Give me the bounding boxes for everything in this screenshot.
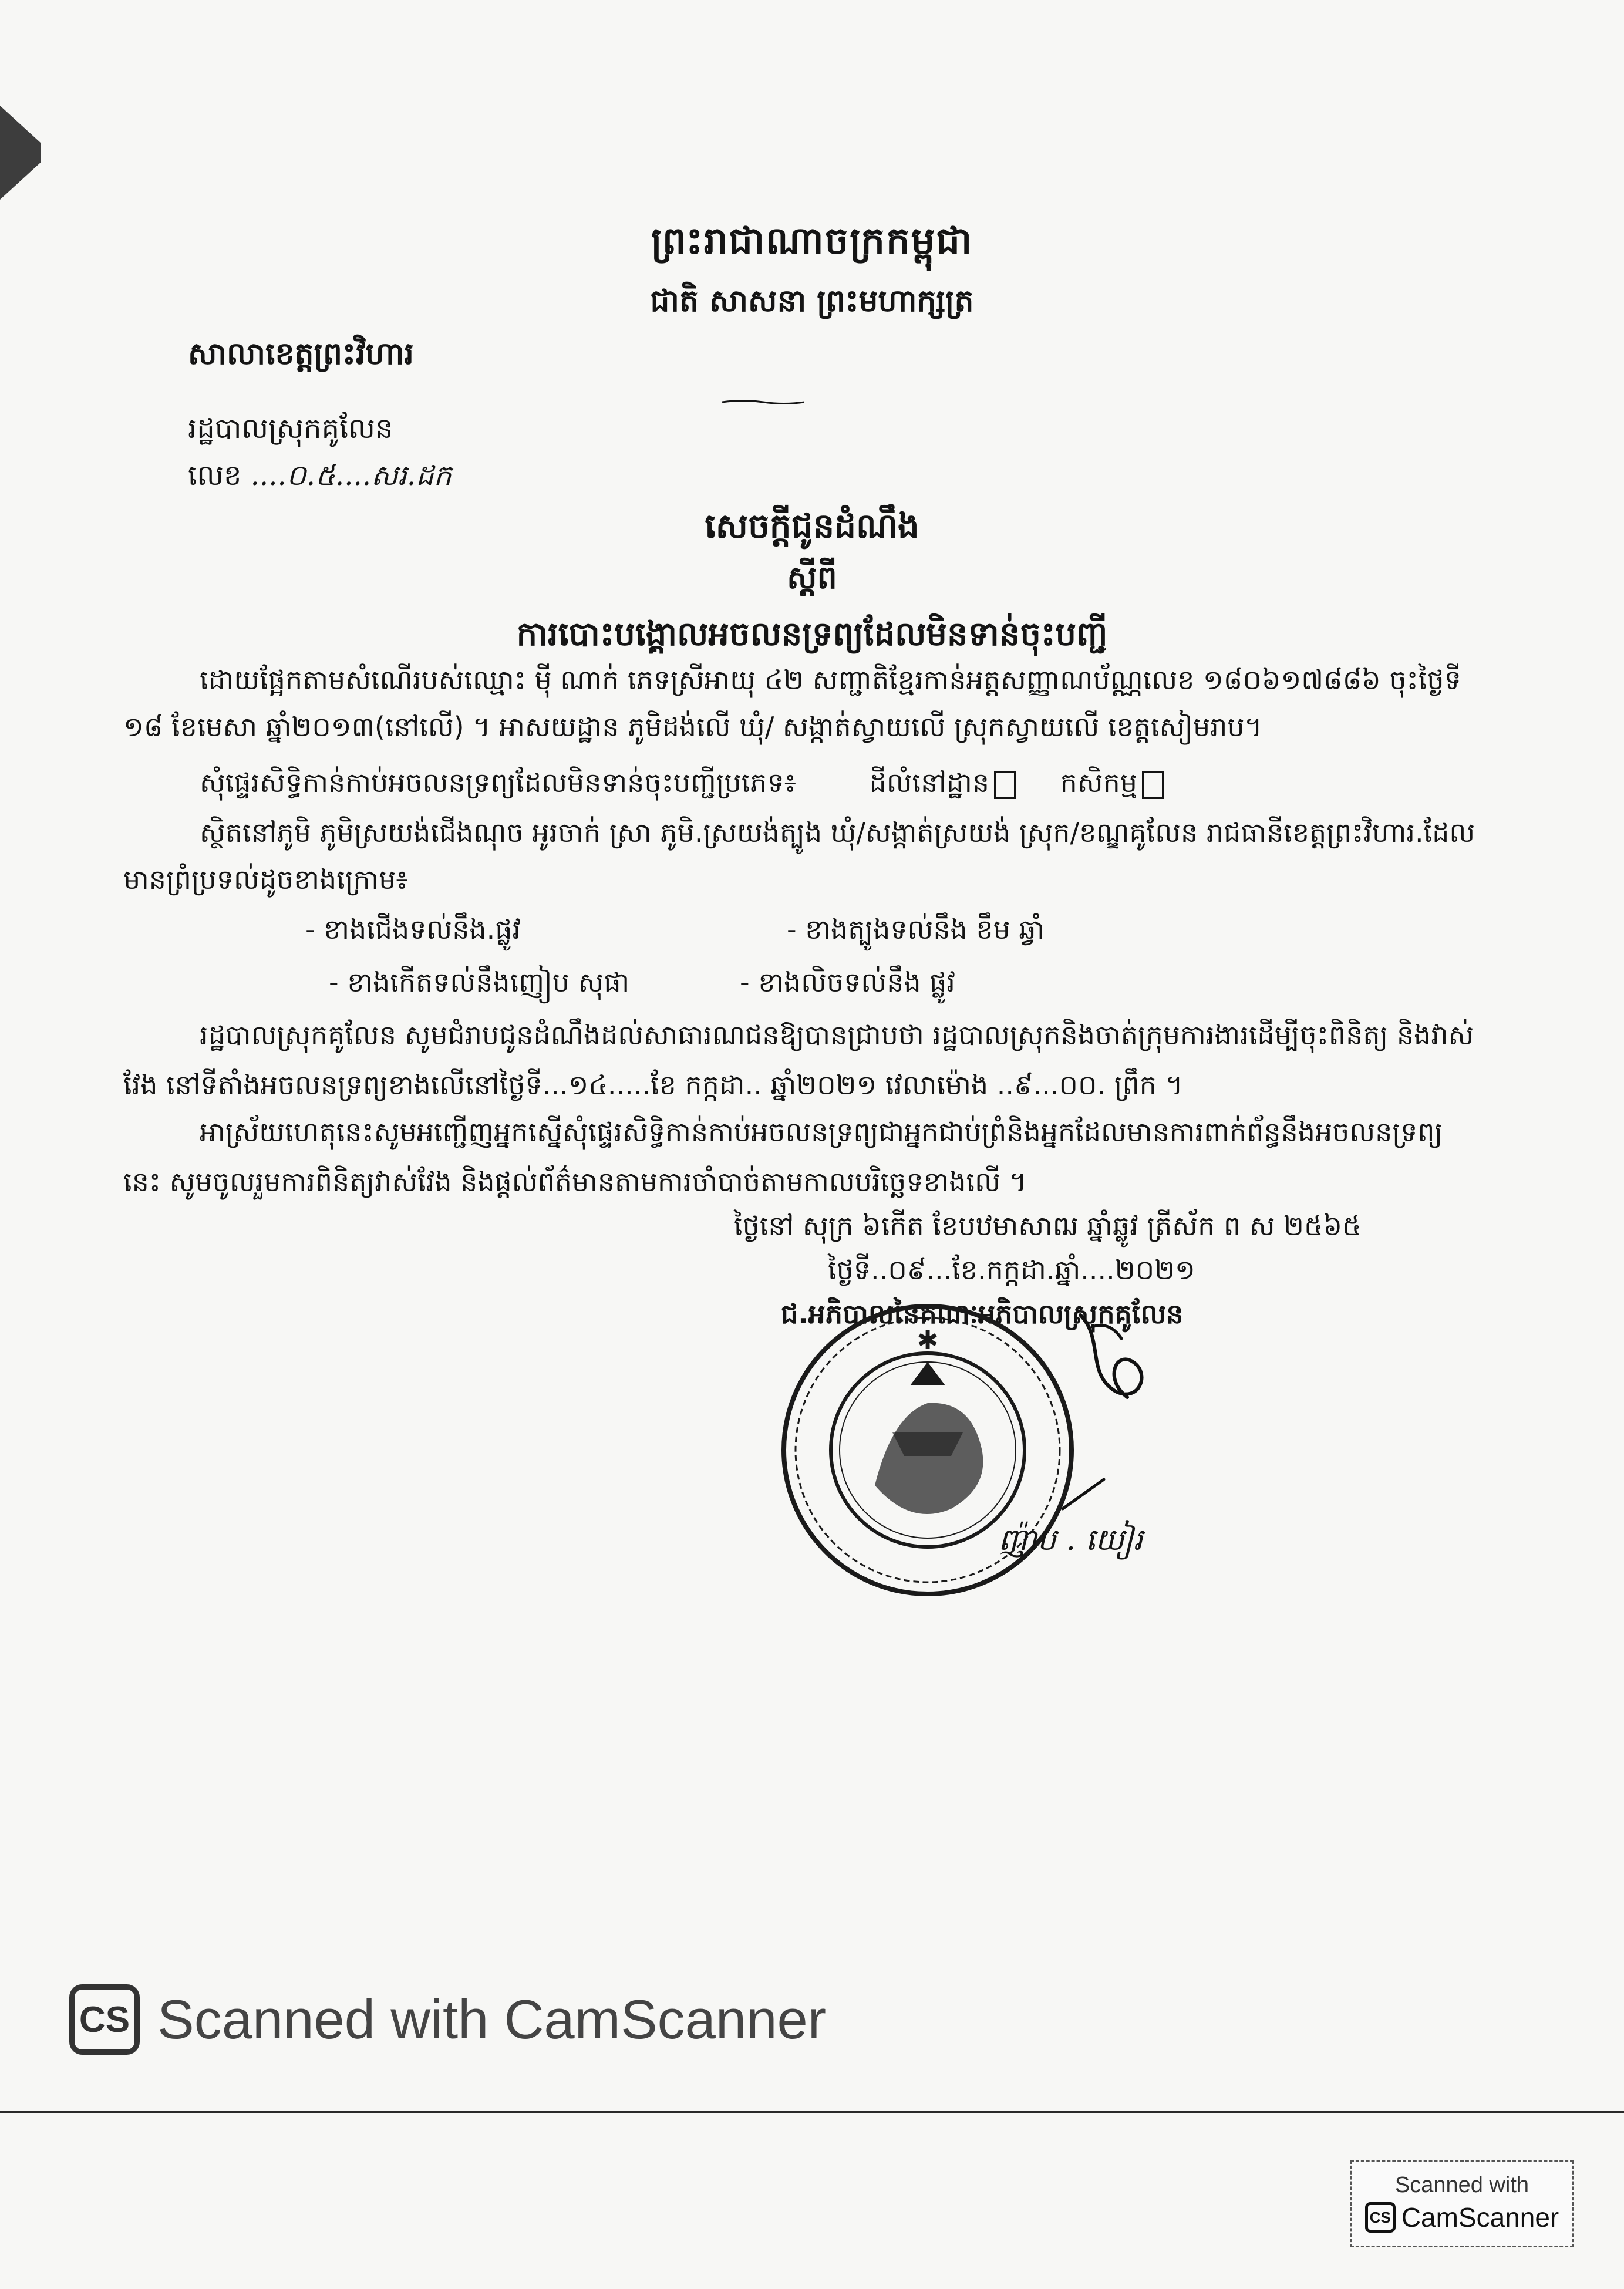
badge-brand-text: CamScanner [1401, 2202, 1559, 2233]
reference-number [188, 458, 452, 499]
national-motto: ជាតិ សាសនា ព្រះមហាក្សត្រ [650, 284, 974, 319]
boundary-east: - ខាងកើតទល់នឹងញៀប សុផា [329, 966, 630, 998]
document-type: សេចក្តីជូនដំណឹង [705, 506, 919, 546]
agricultural-checkbox [1142, 771, 1164, 799]
signer-name: ញ៉ាប . យៀរ [998, 1522, 1143, 1558]
boundary-west: - ខាងលិចទល់នឹង ផ្លូវ [740, 966, 956, 998]
camscanner-badge [1350, 2160, 1574, 2247]
signatory-title: ជ.អភិបាលនៃគណៈអភិបាលស្រុកគូលែន [781, 1298, 1184, 1330]
about-label: ស្តីពី [787, 559, 837, 596]
camscanner-watermark-text: Scanned with CamScanner [157, 1988, 827, 2050]
paragraph-3-line-1: ស្ថិតនៅភូមិ ភូមិស្រយង់ជើងណុច អូរចាក់ ស្រា ភូមិ.ស្រយង់ត្បូង ឃុំ/សង្កាត់ស្រយង់ ស្រុក/ខណ្ឌគូលែន រាជធានីខេត្តព្រះវិហារ.ដែល [200, 817, 1475, 848]
handwritten-signature [1069, 1303, 1163, 1409]
camscanner-logo-icon: CS [69, 1984, 140, 2055]
kingdom-heading: ព្រះរាជាណាចក្រកម្ពុជា [651, 220, 973, 263]
scan-edge-mark [0, 106, 41, 200]
paragraph-1-line-1: ដោយផ្អែកតាមសំណើរបស់ឈ្មោះ ម៉ី ណាក់ ភេទស្រីអាយុ ៤២ សញ្ជាតិខ្មែរកាន់អត្តសញ្ញាណប័ណ្ណលេខ ១៨០៦១៧៨៨៦ ចុះថ្ងៃទី [200, 664, 1461, 696]
property-type-text: សុំផ្ទេរសិទ្ធិកាន់កាប់អចលនទ្រព្យដែលមិនទាន់ចុះបញ្ជីប្រភេទ៖ [200, 767, 796, 798]
badge-logo-icon: CS [1365, 2202, 1396, 2233]
boundary-south: - ខាងត្បូងទល់នឹង ខឹម ឆ្វាំ [787, 913, 1045, 945]
paragraph-5-line-2: នេះ សូមចូលរួមការពិនិត្យវាស់វែង និងផ្តល់ព័ត៌មានតាមការចាំបាច់តាមកាលបរិច្ឆេទខាងលើ ។ [123, 1166, 1027, 1198]
page-bottom-edge [0, 2111, 1624, 2113]
solar-date: ថ្ងៃទី..០៩...ខែ.កក្កដា.ឆ្នាំ....២០២១ [828, 1254, 1195, 1286]
ref-prefix: លេខ [188, 459, 242, 492]
lunar-date: ថ្ងៃនៅ សុក្រ ៦កើត ខែបឋមាសាឍ ឆ្នាំឆ្លូវ ត្រីស័ក ព ស ២៥៦៥ [734, 1210, 1362, 1242]
document-subject: ការបោះបង្គោលអចលនទ្រព្យដែលមិនទាន់ចុះបញ្ជី [516, 615, 1108, 653]
paragraph-1-line-2: ១៨ ខែមេសា ឆ្នាំ២០១៣(នៅលើ) ។ អាសយដ្ឋាន ភូមិដង់លើ ឃុំ/ សង្កាត់ស្វាយលើ ស្រុកស្វាយលើ ខេត្តសៀមរាប។ [123, 711, 1262, 743]
paragraph-3-line-2: មានព្រំប្រទល់ដូចខាងក្រោម៖ [123, 864, 408, 895]
district-office: រដ្ឋបាលស្រុកគូលែន [188, 412, 393, 445]
camscanner-watermark [69, 1978, 826, 2061]
residential-option-label: ដីលំនៅដ្ឋាន [869, 767, 989, 798]
badge-line-2 [1352, 2202, 1572, 2233]
boundary-north: - ខាងជើងទល់នឹង.ផ្លូវ [305, 913, 521, 945]
residential-checkbox [994, 771, 1016, 799]
paragraph-5-line-1: អាស្រ័យហេតុនេះសូមអញ្ជើញអ្នកស្នើសុំផ្ទេរសិទ្ធិកាន់កាប់អចលនទ្រព្យជាអ្នកជាប់ព្រំនិងអ្នកដែលមានការពាក់ព័ន្ធនឹងអចលនទ្រព្យ [200, 1116, 1443, 1148]
ornament-divider [722, 399, 804, 405]
paragraph-4-line-1: រដ្ឋបាលស្រុកគូលែន សូមជំរាបជូនដំណឹងដល់សាធារណជនឱ្យបានជ្រាបថា រដ្ឋបាលស្រុកនិងចាត់ក្រុមការងារដើម្បីចុះពិនិត្យ និងវាស់ [200, 1019, 1474, 1051]
paragraph-4-line-2: វែង នៅទីតាំងអចលនទ្រព្យខាងលើនៅថ្ងៃទី...១៤.....ខែ កក្កដា.. ឆ្នាំ២០២១ វេលាម៉ោង ..៩...០០. ព្រឹក ។ [123, 1069, 1183, 1101]
ref-value: ....០.៥....សរ.ដក [250, 459, 452, 492]
svg-text:✱: ✱ [917, 1326, 939, 1356]
property-type-line [200, 769, 1164, 799]
badge-line-1: Scanned with [1394, 2173, 1529, 2197]
signature-stroke [1057, 1474, 1110, 1515]
provincial-authority: សាលាខេត្តព្រះវិហារ [188, 336, 414, 372]
agricultural-option-label: កសិកម្ម [1060, 767, 1137, 798]
